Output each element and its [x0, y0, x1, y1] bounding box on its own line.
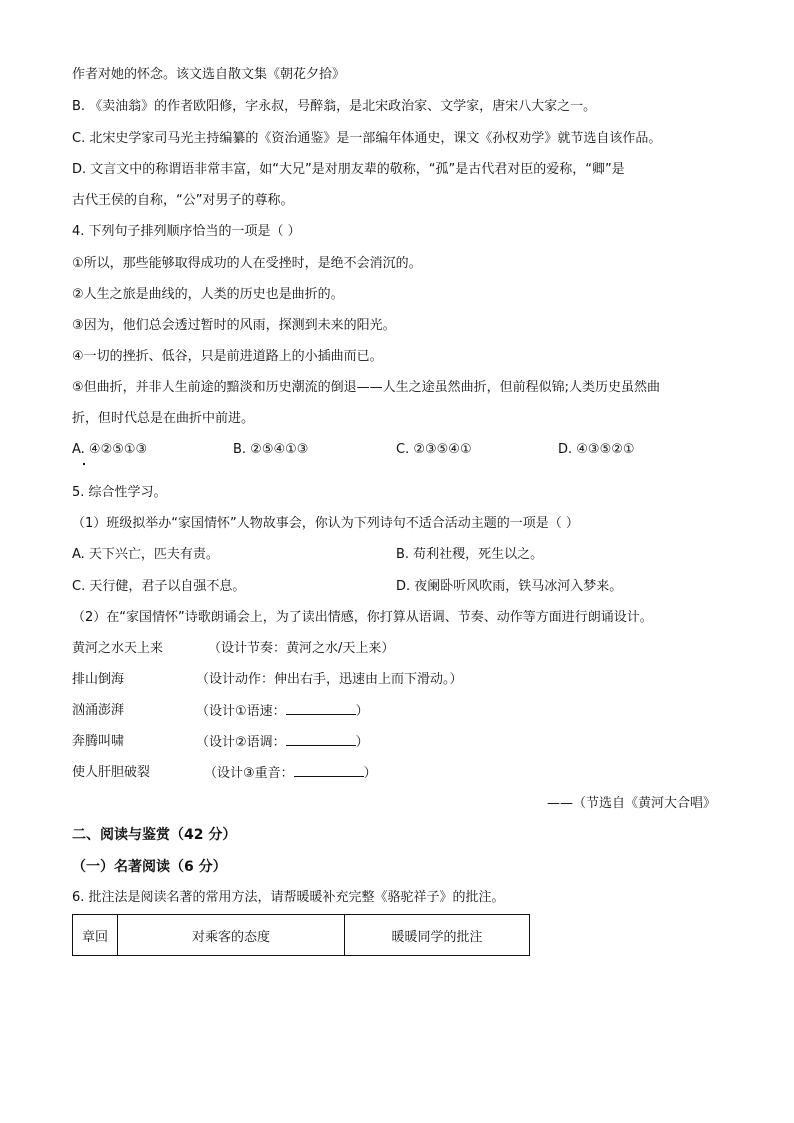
poem-note-4: [196, 733, 369, 752]
poem-verse-4: 奔腾叫啸: [72, 734, 125, 749]
answer-blank-1[interactable]: [286, 702, 356, 715]
q5-part1-option-c[interactable]: C. 天行健，君子以自强不息。: [72, 579, 246, 594]
q3-option-d-line1: D. 文言文中的称谓语非常丰富，如“大兄”是对朋友辈的敬称，“孤”是古代君对臣的爱称，“卿”是: [72, 162, 625, 177]
q4-stem: 4. 下列句子排列顺序恰当的一项是（ ）: [72, 224, 301, 239]
poem-note-1: （设计节奏：黄河之水/天上来）: [208, 641, 395, 656]
q4-sentence-1: ①所以，那些能够取得成功的人在受挫时，是绝不会消沉的。: [72, 256, 422, 271]
poem-note-4-prefix: （设计②语调：: [196, 735, 286, 750]
poem-note-5: [204, 764, 377, 783]
poem-verse-1: 黄河之水天上来: [72, 641, 164, 656]
q3-option-c: C. 北宋史学家司马光主持编纂的《资治通鉴》是一部编年体通史，课文《孙权劝学》就节选自该作品。: [72, 131, 662, 146]
section2-title: 二、阅读与鉴赏（42 分）: [72, 827, 237, 843]
table-header-chapter: 章回: [73, 915, 118, 956]
answer-blank-2[interactable]: [286, 733, 356, 746]
q5-part2-stem: （2）在“家国情怀”诗歌朗诵会上，为了读出情感，你打算从语调、节奏、动作等方面进行朗诵设计。: [72, 610, 653, 625]
q4-option-d[interactable]: D. ④③⑤②①: [558, 442, 635, 457]
poem-verse-5: 使人肝胆破裂: [72, 765, 151, 780]
poem-note-2: （设计动作：伸出右手，迅速由上而下滑动。）: [196, 672, 463, 687]
q4-sentence-5-line1: ⑤但曲折，并非人生前途的黯淡和历史潮流的倒退——人生之途虽然曲折，但前程似锦;人类历史虽然曲: [72, 380, 661, 395]
table-header-annotation: 暖暖同学的批注: [345, 915, 530, 956]
answer-blank-3[interactable]: [294, 764, 364, 777]
intro-tail: 作者对她的怀念。该文选自散文集《朝花夕拾》: [72, 67, 346, 82]
q4-option-b[interactable]: B. ②⑤④①③: [233, 442, 309, 457]
poem-note-3-prefix: （设计①语速：: [196, 704, 286, 719]
q5-stem: 5. 综合性学习。: [72, 485, 167, 500]
q4-sentence-4: ④一切的挫折、低谷，只是前进道路上的小插曲而已。: [72, 349, 383, 364]
table-header-attitude: 对乘客的态度: [118, 915, 345, 956]
poem-verse-3: 汹涌澎湃: [72, 703, 125, 718]
table-row: [73, 915, 530, 956]
q5-part1-stem: （1）班级拟举办“家国情怀”人物故事会，你认为下列诗句不适合活动主题的一项是（ ）: [72, 516, 579, 531]
q4-sentence-3: ③因为，他们总会透过暂时的风雨，探测到未来的阳光。: [72, 318, 396, 333]
stray-dot: [83, 463, 85, 465]
q3-option-d-line2: 古代王侯的自称，“公”对男子的尊称。: [72, 193, 294, 208]
q5-part1-option-a[interactable]: A. 天下兴亡，匹夫有责。: [72, 547, 219, 562]
poem-note-3: [196, 702, 369, 721]
poem-verse-2: 排山倒海: [72, 672, 125, 687]
section2-sub1: （一）名著阅读（6 分）: [72, 859, 227, 875]
poem-note-5-prefix: （设计③重音：: [204, 766, 294, 781]
q5-part1-option-b[interactable]: B. 苟利社稷，死生以之。: [396, 547, 544, 562]
poem-note-4-suffix: ）: [355, 735, 369, 750]
q4-option-c[interactable]: C. ②③⑤④①: [396, 442, 472, 457]
poem-note-5-suffix: ）: [363, 766, 377, 781]
q4-sentence-2: ②人生之旅是曲线的，人类的历史也是曲折的。: [72, 287, 344, 302]
q5-part1-option-d[interactable]: D. 夜阑卧听风吹雨，铁马冰河入梦来。: [396, 579, 623, 594]
q3-option-b: B. 《卖油翁》的作者欧阳修，字永叔，号醉翁，是北宋政治家、文学家，唐宋八大家之一。: [72, 99, 597, 114]
poem-source: ——（节选自《黄河大合唱》: [546, 796, 716, 811]
q4-sentence-5-line2: 折，但时代总是在曲折中前进。: [72, 411, 255, 426]
q6-stem: 6. 批注法是阅读名著的常用方法，请帮暖暖补充完整《骆驼祥子》的批注。: [72, 890, 505, 905]
poem-note-3-suffix: ）: [355, 704, 369, 719]
annotation-table: [72, 914, 530, 956]
q4-option-a[interactable]: A. ④②⑤①③: [72, 442, 148, 457]
